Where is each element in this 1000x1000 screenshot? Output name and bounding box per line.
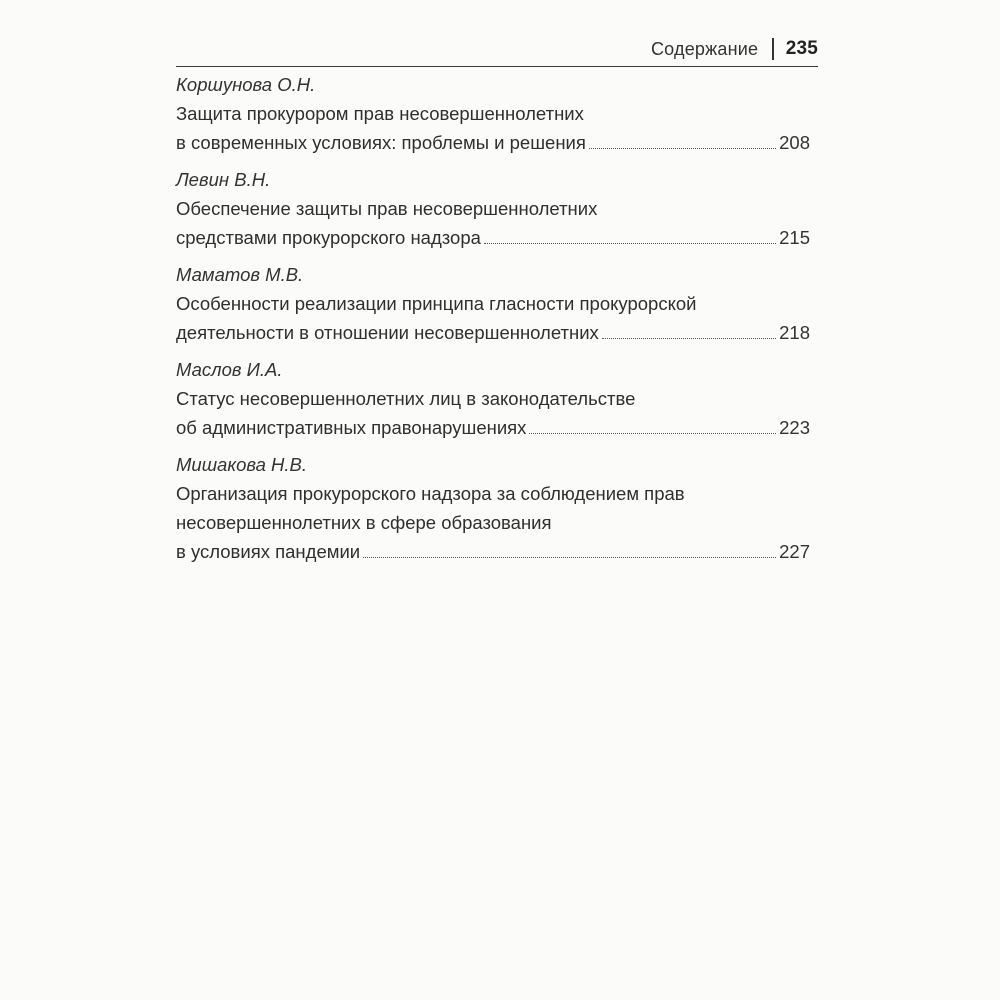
toc-entry bbox=[176, 70, 810, 157]
entry-page-number: 227 bbox=[779, 541, 810, 562]
entry-last-line bbox=[176, 318, 810, 347]
entry-last-line bbox=[176, 223, 810, 252]
entry-title-line: Защита прокурором прав несовершеннолетних bbox=[176, 103, 584, 124]
entry-last-line bbox=[176, 128, 810, 157]
entry-title-line: несовершеннолетних в сфере образования bbox=[176, 512, 552, 533]
entry-title-line: об административных правонарушениях bbox=[176, 417, 527, 438]
entry-page-number: 215 bbox=[779, 227, 810, 248]
entry-title-line: в условиях пандемии bbox=[176, 541, 361, 562]
section-title: Содержание bbox=[650, 38, 759, 59]
entry-page-number: 218 bbox=[779, 322, 810, 343]
dot-leader bbox=[602, 337, 776, 339]
entry-author: Коршунова О.Н. bbox=[176, 74, 316, 95]
entry-title-line: Организация прокурорского надзора за соблюдением прав bbox=[176, 483, 685, 504]
entry-author: Мишакова Н.В. bbox=[176, 454, 308, 475]
entry-title-line: Статус несовершеннолетних лиц в законодательстве bbox=[176, 388, 636, 409]
entry-title-line: средствами прокурорского надзора bbox=[176, 227, 481, 248]
entry-last-line bbox=[176, 537, 810, 566]
page-number: 235 bbox=[785, 38, 818, 59]
dot-leader bbox=[484, 242, 776, 244]
running-header bbox=[176, 34, 818, 67]
dot-leader bbox=[363, 556, 776, 558]
table-of-contents bbox=[176, 70, 810, 574]
entry-title-line: Особенности реализации принципа гласности прокурорской bbox=[176, 293, 697, 314]
entry-last-line bbox=[176, 413, 810, 442]
toc-entry bbox=[176, 355, 810, 442]
entry-title-line: в современных условиях: проблемы и решения bbox=[176, 132, 586, 153]
toc-entry bbox=[176, 260, 810, 347]
entry-author: Маматов М.В. bbox=[176, 264, 304, 285]
entry-page-number: 223 bbox=[779, 417, 810, 438]
running-header-content bbox=[651, 38, 818, 60]
entry-title-line: деятельности в отношении несовершеннолетних bbox=[176, 322, 599, 343]
entry-title-line: Обеспечение защиты прав несовершеннолетних bbox=[176, 198, 598, 219]
toc-entry bbox=[176, 165, 810, 252]
dot-leader bbox=[529, 432, 776, 434]
entry-page-number: 208 bbox=[779, 132, 810, 153]
dot-leader bbox=[589, 147, 776, 149]
entry-author: Маслов И.А. bbox=[176, 359, 283, 380]
header-separator bbox=[772, 38, 774, 60]
entry-author: Левин В.Н. bbox=[176, 169, 271, 190]
toc-entry bbox=[176, 450, 810, 566]
